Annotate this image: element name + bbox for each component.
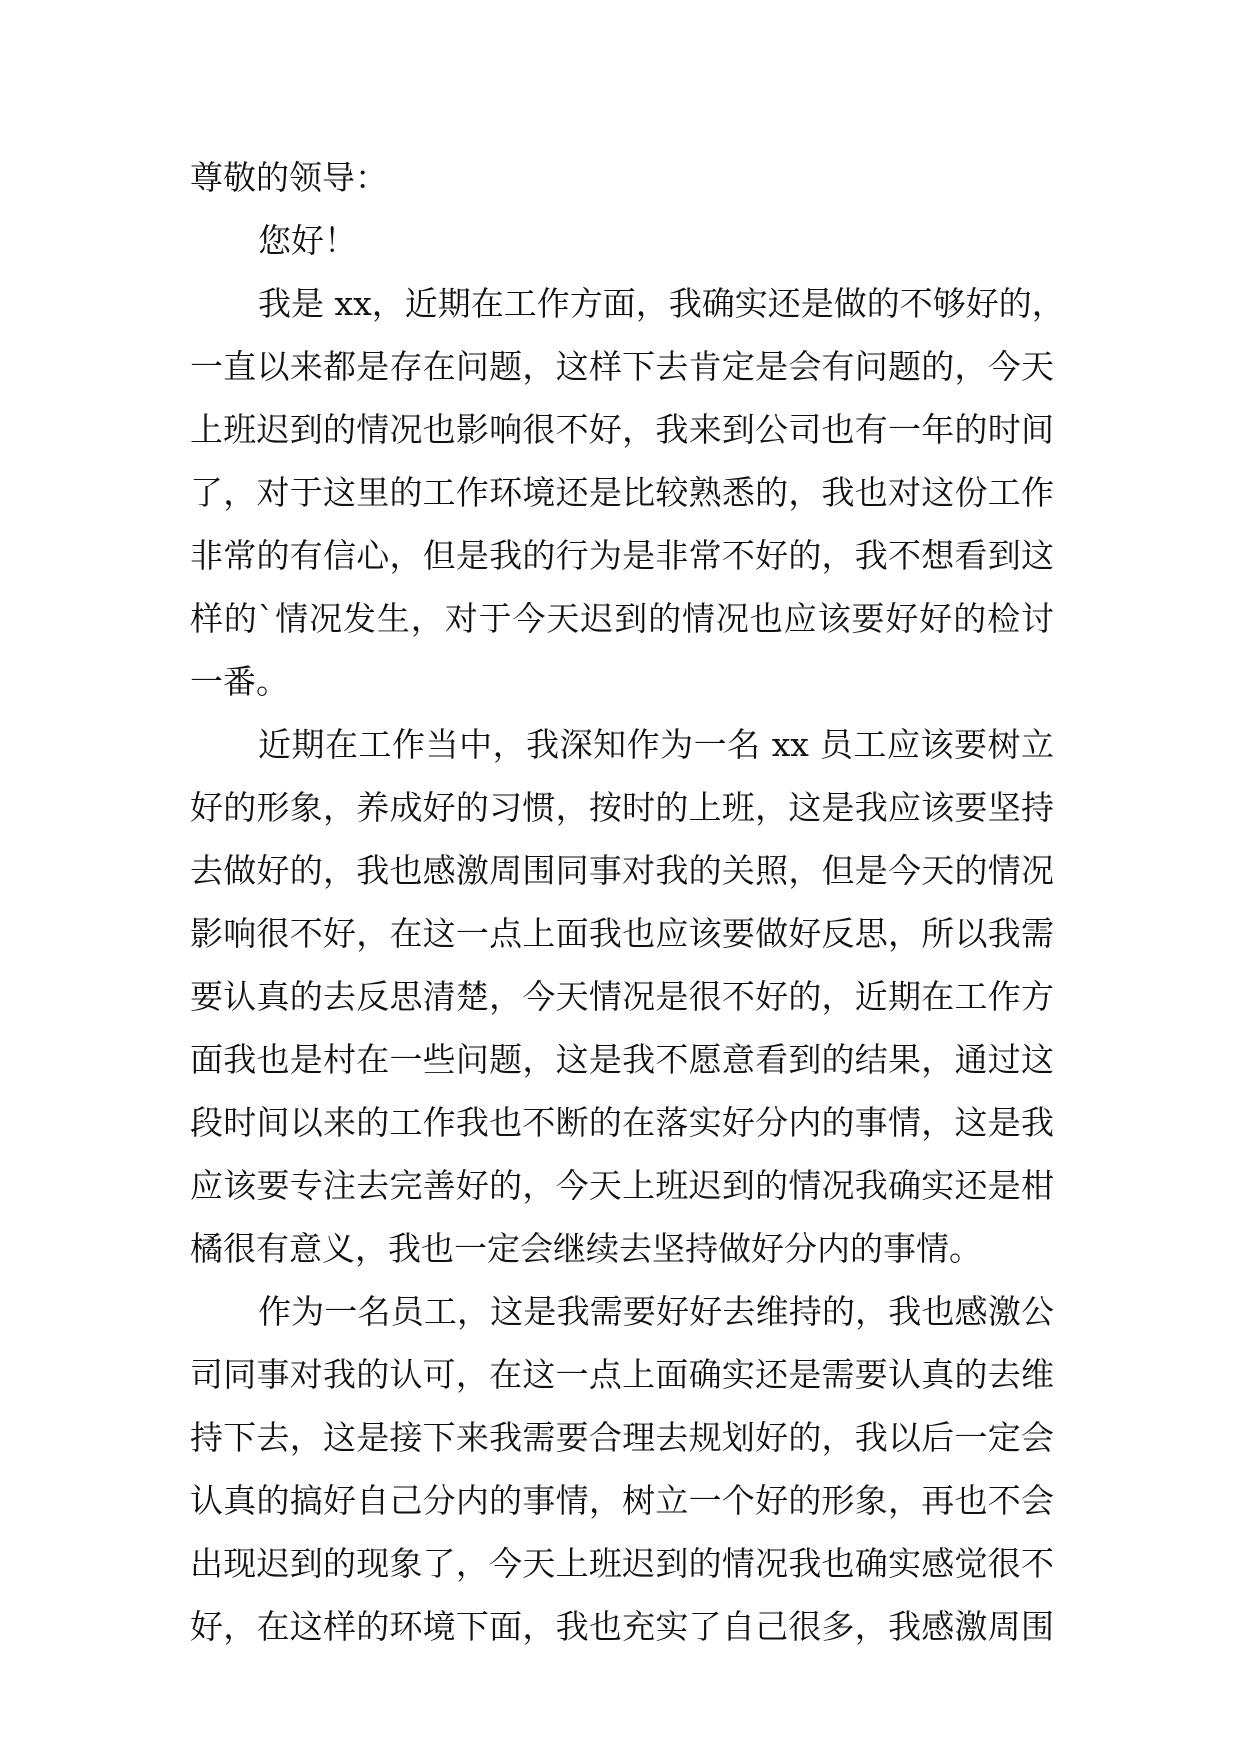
paragraph-1-line-1: 我是 xx，近期在工作方面，我确实还是做的不够好的， — [258, 284, 1065, 323]
paragraph-2-line-1: 近期在工作当中，我深知作为一名 xx 员工应该要树立 — [258, 725, 1054, 764]
paragraph-2-line-6: 面我也是村在一些问题，这是我不愿意看到的结果，通过这 — [190, 1040, 1054, 1079]
paragraph-1-line-2: 一直以来都是存在问题，这样下去肯定是会有问题的，今天 — [190, 347, 1054, 386]
paragraph-2-line-8: 应该要专注去完善好的，今天上班迟到的情况我确实还是柑 — [190, 1166, 1054, 1205]
paragraph-3-line-2: 司同事对我的认可，在这一点上面确实还是需要认真的去维 — [190, 1355, 1054, 1394]
paragraph-1-line-3: 上班迟到的情况也影响很不好，我来到公司也有一年的时间 — [190, 410, 1054, 449]
greeting: 您好！ — [258, 221, 357, 260]
paragraph-3-line-3: 持下去，这是接下来我需要合理去规划好的，我以后一定会 — [190, 1418, 1054, 1457]
paragraph-3-line-4: 认真的搞好自己分内的事情，树立一个好的形象，再也不会 — [190, 1481, 1054, 1520]
paragraph-3-line-6: 好，在这样的环境下面，我也充实了自己很多，我感激周围 — [190, 1607, 1054, 1646]
paragraph-2-line-2: 好的形象，养成好的习惯，按时的上班，这是我应该要坚持 — [190, 788, 1054, 827]
paragraph-2-line-7: 段时间以来的工作我也不断的在落实好分内的事情，这是我 — [190, 1103, 1054, 1142]
paragraph-1-line-5: 非常的有信心，但是我的行为是非常不好的，我不想看到这 — [190, 536, 1054, 575]
salutation: 尊敬的领导： — [190, 158, 388, 197]
paragraph-1-line-6: 样的`情况发生，对于今天迟到的情况也应该要好好的检讨 — [190, 599, 1054, 638]
paragraph-2-line-9: 橘很有意义，我也一定会继续去坚持做好分内的事情。 — [190, 1229, 982, 1268]
paragraph-1-line-7: 一番。 — [190, 662, 289, 701]
paragraph-2-line-4: 影响很不好，在这一点上面我也应该要做好反思，所以我需 — [190, 914, 1054, 953]
paragraph-2-line-5: 要认真的去反思清楚，今天情况是很不好的，近期在工作方 — [190, 977, 1054, 1016]
paragraph-3-line-1: 作为一名员工，这是我需要好好去维持的，我也感激公 — [258, 1292, 1054, 1331]
paragraph-2-line-3: 去做好的，我也感激周围同事对我的关照，但是今天的情况 — [190, 851, 1054, 890]
paragraph-3-line-5: 出现迟到的现象了，今天上班迟到的情况我也确实感觉很不 — [190, 1544, 1054, 1583]
paragraph-1-line-4: 了，对于这里的工作环境还是比较熟悉的，我也对这份工作 — [190, 473, 1054, 512]
